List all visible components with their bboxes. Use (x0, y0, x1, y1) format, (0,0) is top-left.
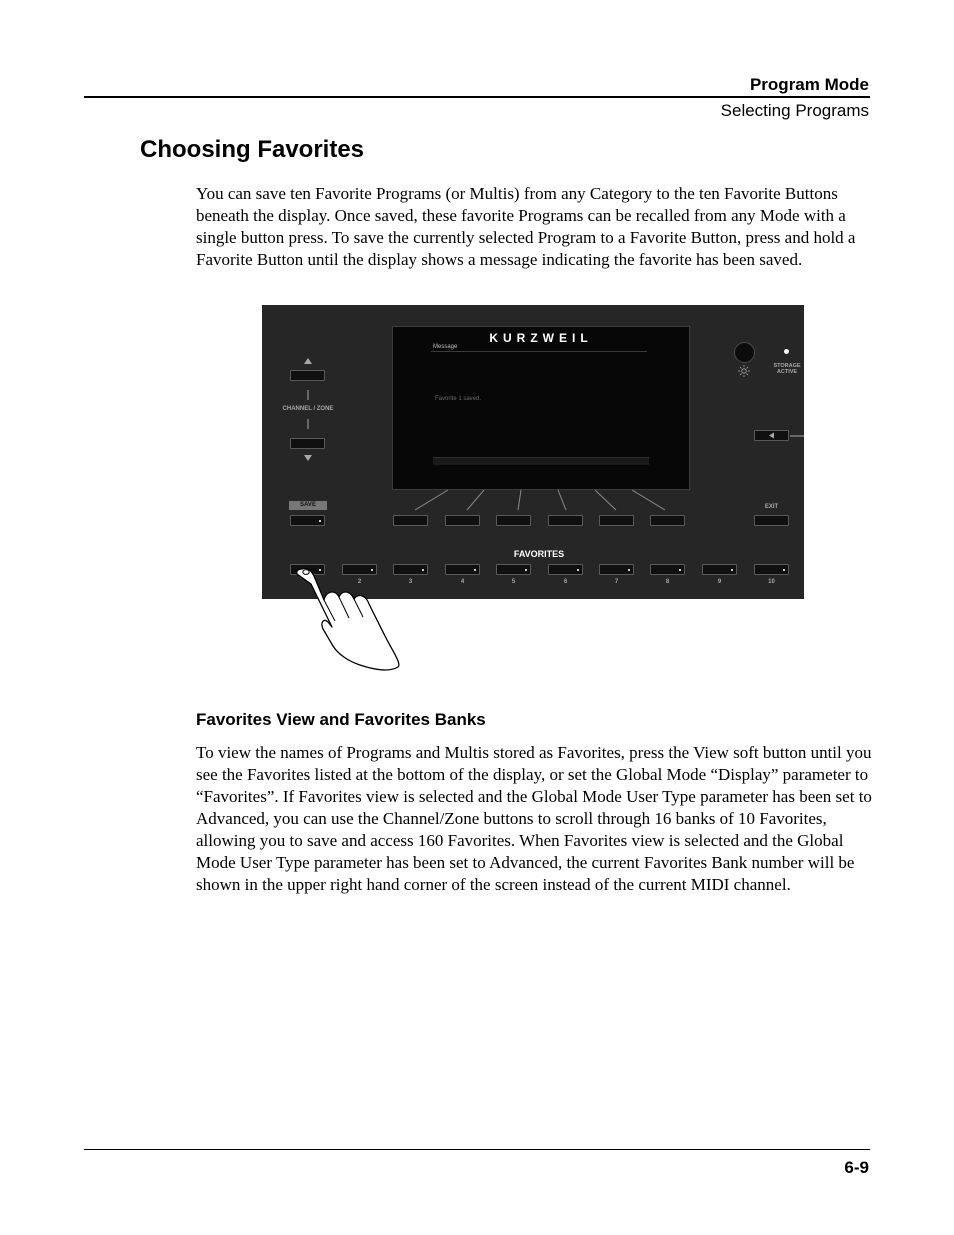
exit-label: EXIT (764, 504, 779, 510)
soft-button-3[interactable] (496, 515, 531, 526)
favorite-number-9: 9 (717, 579, 722, 585)
display-screen (392, 326, 690, 490)
soft-button-5[interactable] (599, 515, 634, 526)
header-section: Program Mode (749, 75, 869, 94)
favorite-button-6[interactable] (548, 564, 583, 575)
favorite-number-4: 4 (460, 579, 465, 585)
storage-label-line1: STORAGE (773, 363, 801, 369)
favorite-number-3: 3 (408, 579, 413, 585)
storage-label-line2: ACTIVE (776, 369, 798, 375)
page-heading: Choosing Favorites (140, 136, 365, 163)
soft-button-2[interactable] (445, 515, 480, 526)
page-number: 6-9 (844, 1158, 869, 1177)
down-arrow-icon (304, 455, 312, 461)
favorite-number-8: 8 (665, 579, 670, 585)
soft-button-bar (433, 457, 649, 465)
storage-active-label (767, 363, 807, 375)
channel-up-button[interactable] (290, 370, 325, 381)
soft-button-6[interactable] (650, 515, 685, 526)
footer-rule (84, 1149, 870, 1150)
favorite-button-10[interactable] (754, 564, 789, 575)
favorite-number-7: 7 (614, 579, 619, 585)
favorites-label: FAVORITES (513, 549, 565, 559)
message-underline (431, 351, 647, 352)
subheading: Favorites View and Favorites Banks (196, 710, 486, 729)
channel-down-button[interactable] (290, 438, 325, 449)
save-button[interactable] (290, 515, 325, 526)
favorite-button-4[interactable] (445, 564, 480, 575)
soft-button-lines (415, 490, 665, 510)
favorite-number-10: 10 (768, 579, 775, 585)
favorite-button-7[interactable] (599, 564, 634, 575)
save-label: SAVE (289, 501, 327, 510)
favorite-button-9[interactable] (702, 564, 737, 575)
kurzweil-logo: KURZWEIL (489, 331, 593, 345)
intro-paragraph: You can save ten Favorite Programs (or Multis) from any Category to the ten Favorite Buttons beneath the display. Once saved, these favorite Programs can be recalled from any Mode with a single button press. To save the currently selected Program to a Favorite Button, press and hold a Favorite Button until the display shows a message indicating the favorite has been saved. (196, 184, 856, 269)
device-panel (262, 305, 804, 599)
favorites-view-paragraph: To view the names of Programs and Multis stored as Favorites, press the View soft button until you see the Favorites listed at the bottom of the display, or set the Global Mode “Display” parameter to “Favorites”. If Favorites view is selected and the Global Mode User Type parameter has been set to Advanced, you can use the Channel/Zone buttons to scroll through 16 banks of 10 Favorites, allowing you to save and access 160 Favorites. When Favorites view is selected and the Global Mode User Type parameter has been set to Advanced, the current Favorites Bank number will be shown in the upper right hand corner of the screen instead of the current MIDI channel. (196, 743, 872, 894)
exit-button[interactable] (754, 515, 789, 526)
brightness-icon (738, 365, 750, 377)
favorite-button-5[interactable] (496, 564, 531, 575)
message-label: Message (433, 344, 458, 350)
brightness-knob[interactable] (734, 342, 755, 363)
storage-active-led (784, 349, 789, 354)
channel-zone-label: CHANNEL / ZONE (282, 406, 334, 412)
favorite-number-2: 2 (357, 579, 362, 585)
header-rule (84, 96, 870, 98)
header-subsection: Selecting Programs (720, 101, 869, 120)
up-arrow-icon (304, 358, 312, 364)
pointing-hand-icon (280, 560, 410, 675)
favorite-number-5: 5 (511, 579, 516, 585)
soft-button-4[interactable] (548, 515, 583, 526)
favorite-button-8[interactable] (650, 564, 685, 575)
back-button[interactable] (754, 430, 789, 441)
left-arrow-icon (755, 431, 788, 440)
favorite-saved-message: Favorite 1 saved. (435, 396, 482, 402)
soft-button-1[interactable] (393, 515, 428, 526)
favorite-number-6: 6 (563, 579, 568, 585)
